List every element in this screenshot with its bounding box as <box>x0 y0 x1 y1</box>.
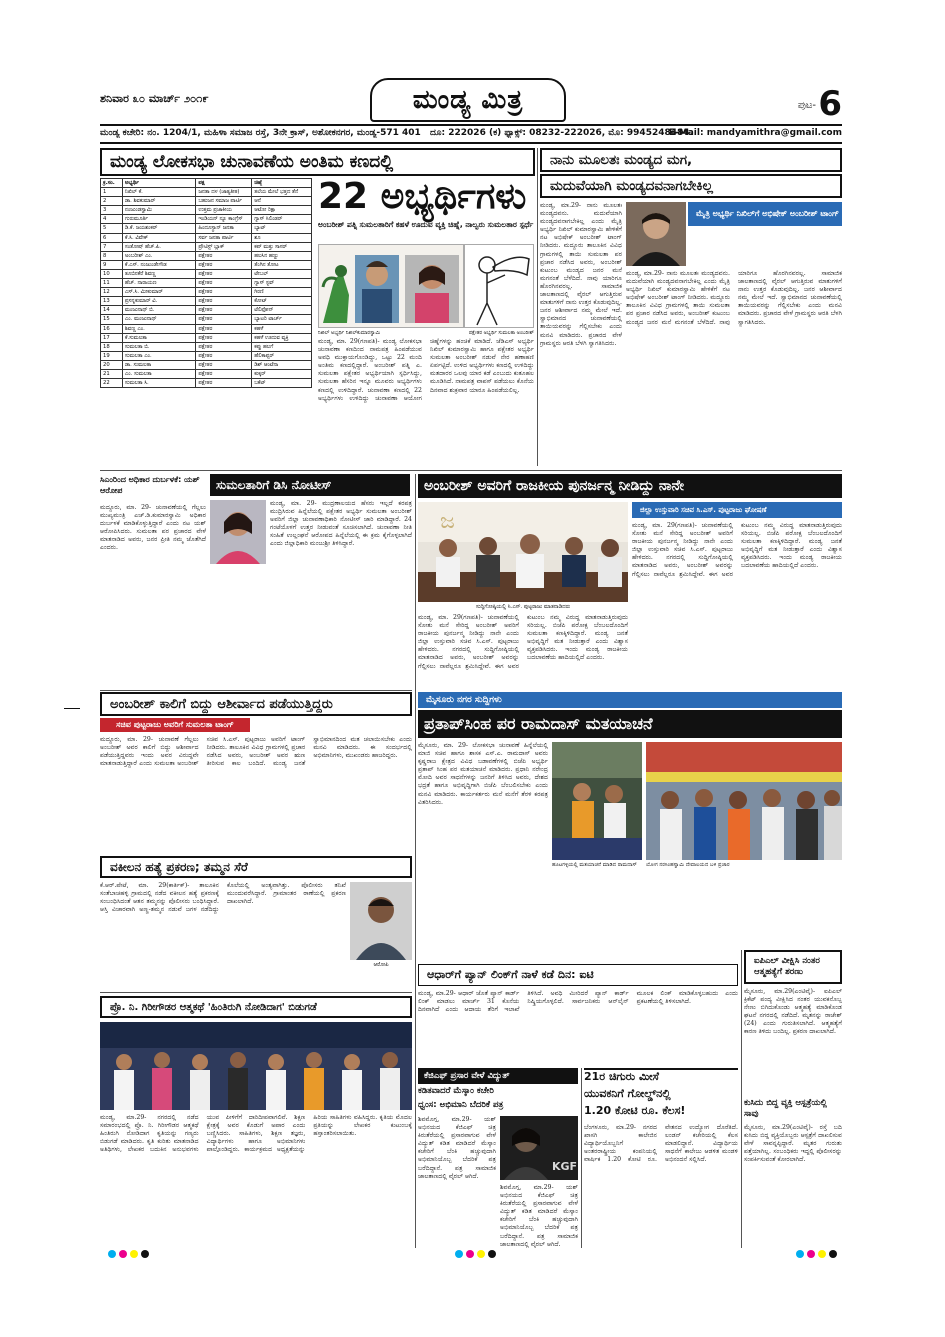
print-registration-left <box>108 1250 149 1258</box>
collapse-headline: ಕುಸಿದು ಬಿದ್ದ ವ್ಯಕ್ತಿ ಆಸ್ಪತ್ರೆಯಲ್ಲಿ ಸಾವು <box>744 1098 827 1119</box>
column-rule-2 <box>537 148 538 466</box>
table-row <box>101 197 312 206</box>
kgf-body: ಶಿವಮೊಗ್ಗ, ಮಾ.29- ಯಶ್ ಅಭಿನಯದ ಕೆಜಿಎಫ್ ಚಿತ್ರ ಕಿರುತೆರೆಯಲ್ಲಿ ಪ್ರಸಾರವಾಗುವ ವೇಳೆ ವಿದ್ಯುತ್ ಕಡಿತ ಮಾಡಿದರೆ ಮೆಸ್ಕಾಂ ಕಚೇರಿಗೆ ಬೆಂಕಿ ಹಚ್ಚುವುದಾಗಿ ಅಭಿಮಾನಿಯೊಬ್ಬ ಬೆದರಿಕೆ ಪತ್ರ ಬರೆದಿದ್ದಾನೆ. ಪತ್ರ ಸಾಮಾಜಿಕ ಜಾಲತಾಣದಲ್ಲಿ ವೈರಲ್ ಆಗಿದೆ. <box>418 1116 496 1180</box>
kgf-headline-2: ಕಡಿತವಾದರೆ ಮೆಸ್ಕಾಂ ಕಚೇರಿ <box>418 1086 494 1096</box>
table-cell: ಗುರುಮೂರ್ತಿ <box>122 215 195 224</box>
gold-headline-2: ಯುವಕನಿಗೆ ಗೋಲ್ಡ್‌ನಲ್ಲಿ <box>584 1087 671 1100</box>
ambareesh-politics-subhead: ಜಿಲ್ಲಾ ಉಸ್ತುವಾರಿ ಸಚಿವ ಸಿ.ಎಸ್. ಪುಟ್ಟರಾಜು ಘೋಷಣೆ <box>632 502 842 518</box>
table-cell: 17 <box>101 333 123 342</box>
table-cell: ಆಟೋ ರಿಕ್ಷಾ <box>252 206 312 215</box>
table-cell: 7 <box>101 242 123 251</box>
page-label: ಪುಟ- <box>797 100 816 111</box>
header-rule <box>100 124 842 126</box>
table-cell: ಕೆ.ಎಸ್. ನಂಜುಂಡೇಗೌಡ <box>122 260 195 269</box>
address-rule <box>100 142 842 144</box>
portrait-icon <box>626 202 686 266</box>
table-cell: ಶಿವಣ್ಣ ಎಂ. <box>122 324 195 333</box>
table-row <box>101 215 312 224</box>
yash-side-body: ಮದ್ದೂರು, ಮಾ. 29- ಚುನಾವಣೆಯಲ್ಲಿ ಗೆಲ್ಲಲು ಮುಖ್ಯಮಂತ್ರಿ ಎಚ್.ಡಿ.ಕುಮಾರಸ್ವಾಮಿ ಅಧಿಕಾರ ದುರ್ಬಳಕೆ ಮಾಡಿಕೊಳ್ಳುತ್ತಿದ್ದಾರೆ ಎಂದು ನಟ ಯಶ್ ಆರೋಪಿಸಿದರು. ಸುಮಲತಾ ಪರ ಪ್ರಚಾರದ ವೇಳೆ ಮಾತನಾಡಿದ ಅವರು, ಜನರ ಪ್ರೀತಿ ನಮ್ಮ ಜೊತೆಗಿದೆ ಎಂದರು. <box>100 504 206 552</box>
table-cell: ಮಂಜುನಾಥ್ ಬಿ. <box>122 306 195 315</box>
email-address: E-Mail: mandyamithra@gmail.com <box>668 128 842 138</box>
table-row <box>101 379 312 388</box>
table-cell: ಟೇಬಲ್ <box>252 269 312 278</box>
registration-dot <box>141 1250 149 1258</box>
table-cell: ಸರ್ವ ಜನತಾ ಪಾರ್ಟಿ <box>196 233 252 242</box>
lok-sabha-headline: ಮಂಡ್ಯ ಲೋಕಸಭಾ ಚುನಾವಣೆಯ ಅಂತಿಮ ಕಣದಲ್ಲಿ <box>100 148 535 176</box>
kgf-body-cont: ಶಿವಮೊಗ್ಗ, ಮಾ.29- ಯಶ್ ಅಭಿನಯದ ಕೆಜಿಎಫ್ ಚಿತ್ರ ಕಿರುತೆರೆಯಲ್ಲಿ ಪ್ರಸಾರವಾಗುವ ವೇಳೆ ವಿದ್ಯುತ್ ಕಡಿತ ಮಾಡಿದರೆ ಮೆಸ್ಕಾಂ ಕಚೇರಿಗೆ ಬೆಂಕಿ ಹಚ್ಚುವುದಾಗಿ ಅಭಿಮಾನಿಯೊಬ್ಬ ಬೆದರಿಕೆ ಪತ್ರ ಬರೆದಿದ್ದಾನೆ. ಪತ್ರ ಸಾಮಾಜಿಕ ಜಾಲತಾಣದಲ್ಲಿ ವೈರಲ್ ಆಗಿದೆ. <box>500 1184 578 1248</box>
table-row <box>101 369 312 378</box>
newspaper-page <box>100 86 842 1262</box>
kgf-poster-illustration <box>500 1116 578 1180</box>
table-row <box>101 233 312 242</box>
registration-dot <box>477 1250 485 1258</box>
issue-date: ಶನಿವಾರ ೩೦ ಮಾರ್ಚ್ ೨೦೧೯ <box>100 92 209 105</box>
table-cell: ಇಂಡಿಯನ್ ನ್ಯೂ ಕಾಂಗ್ರೆಸ್ <box>196 215 252 224</box>
office-address: ಮಂಡ್ಯ ಕಚೇರಿ: ನಂ. 1204/1, ಮಹಿಳಾ ಸಮಾಜ ರಸ್ತೆ, 3ನೇ ಕ್ರಾಸ್, ಅಶೋಕನಗರ, ಮಂಡ್ಯ-571 401 <box>100 128 421 138</box>
blessings-subhead: ಸಚಿವ ಪುಟ್ಟರಾಜು ಅವರಿಗೆ ಸುಮಲತಾ ಟಾಂಗ್ <box>100 718 250 732</box>
blessings-body: ಮದ್ದೂರು, ಮಾ. 29- ಚುನಾವಣೆ ಗೆಲ್ಲಲು ಅಂಬರೀಶ್ ಅವರ ಕಾಲಿಗೆ ಬಿದ್ದು ಆಶೀರ್ವಾದ ಪಡೆಯುತ್ತಿದ್ದವರು ಇಂದು ಅವರ ವಿರುದ್ಧವೇ ಮಾತನಾಡುತ್ತಿದ್ದಾರೆ ಎಂದು ಸುಮಲತಾ ಅಂಬರೀಶ್ ಸಚಿವ ಸಿ.ಎಸ್. ಪುಟ್ಟರಾಜು ಅವರಿಗೆ ಟಾಂಗ್ ನೀಡಿದರು. ತಾಲೂಕಿನ ವಿವಿಧ ಗ್ರಾಮಗಳಲ್ಲಿ ಪ್ರಚಾರ ನಡೆಸಿದ ಅವರು, ಅಂಬರೀಶ್ ಅವರ ಋಣ ತೀರಿಸುವ ಕಾಲ ಬಂದಿದೆ. ಮಂಡ್ಯ ಜನತೆ ಸ್ವಾಭಿಮಾನದಿಂದ ಮತ ಚಲಾಯಿಸಬೇಕು ಎಂದು ಮನವಿ ಮಾಡಿದರು. ಈ ಸಂದರ್ಭದಲ್ಲಿ ಅಭಿಮಾನಿಗಳು, ಮುಖಂಡರು ಹಾಜರಿದ್ದರು. <box>100 736 412 768</box>
table-cell: ಎಂ. ಸುಮಲತಾ <box>122 369 195 378</box>
table-cell: ಬಕೆಟ್ <box>252 379 312 388</box>
book-release-photo <box>100 1022 412 1110</box>
registration-dot <box>455 1250 463 1258</box>
table-cell: ಪ್ರೌಟಿಸ್ಟ್ ಬ್ಲಾಕ್ <box>196 242 252 251</box>
table-row <box>101 269 312 278</box>
lawyer-headline: ವಕೀಲನ ಹತ್ಯೆ ಪ್ರಕರಣ; ತಮ್ಮನ ಸೆರೆ <box>100 856 412 878</box>
sumalatha-photo <box>210 500 266 564</box>
table-cell: ಸುಮಲತಾ ಎಂ. <box>122 351 195 360</box>
press-meet-caption: ಸುದ್ದಿಗೋಷ್ಠಿಯಲ್ಲಿ ಸಿ.ಎಸ್. ಪುಟ್ಟರಾಜು ಮಾತನಾಡಿದರು <box>475 604 571 610</box>
table-cell: ಪಕ್ಷೇತರ <box>196 260 252 269</box>
section-divider-3 <box>100 992 412 993</box>
press-meet-photo <box>418 502 628 602</box>
print-registration-center <box>455 1250 496 1258</box>
aadhaar-headline: ಆಧಾರ್‌ಗೆ ಪ್ಯಾನ್ ಲಿಂಕ್‌ಗೆ ನಾಳೆ ಕಡೆ ದಿನ: ಐಟಿ <box>418 964 738 986</box>
table-cell: ಪಕ್ಷೇತರ <box>196 360 252 369</box>
table-cell: ಕಹಳೆ <box>252 324 312 333</box>
lok-sabha-body: ಮಂಡ್ಯ, ಮಾ. 29(ಗಣಪತಿ)- ಮಂಡ್ಯ ಲೋಕಸಭಾ ಚುನಾವಣಾ ಕಣದಿಂದ ನಾಮಪತ್ರ ಹಿಂಪಡೆಯುವ ಅವಧಿ ಮುಕ್ತಾಯಗೊಂಡಿದ್ದು, ಒಟ್ಟು 22 ಮಂದಿ ಅಂತಿಮ ಕಣದಲ್ಲಿದ್ದಾರೆ. ಅಂಬರೀಶ್ ಪತ್ನಿ ಎ. ಸುಮಲತಾ ಪಕ್ಷೇತರ ಅಭ್ಯರ್ಥಿಯಾಗಿ ಸ್ಪರ್ಧಿಸಿದ್ದು, ಸುಮಲತಾ ಹೆಸರಿನ ಇನ್ನೂ ಮೂವರು ಅಭ್ಯರ್ಥಿಗಳು ಕಣದಲ್ಲಿ ಉಳಿದಿದ್ದಾರೆ. ಚುನಾವಣಾ ಕಣದಲ್ಲಿ 22 ಅಭ್ಯರ್ಥಿಗಳು ಉಳಿದಿದ್ದು ಚುನಾವಣಾ ಆಯೋಗ ಚಿಹ್ನೆಗಳನ್ನು ಹಂಚಿಕೆ ಮಾಡಿದೆ. ಜೆಡಿಎಸ್ ಅಭ್ಯರ್ಥಿ ನಿಖಿಲ್ ಕುಮಾರಸ್ವಾಮಿ ಹಾಗೂ ಪಕ್ಷೇತರ ಅಭ್ಯರ್ಥಿ ಸುಮಲತಾ ಅಂಬರೀಶ್ ನಡುವೆ ನೇರ ಹಣಾಹಣಿ ಏರ್ಪಟ್ಟಿದೆ. ಉಳಿದ ಅಭ್ಯರ್ಥಿಗಳು ಕಣದಲ್ಲಿ ಉಳಿದಿದ್ದು ಮತದಾರರ ಒಲವು ಯಾರ ಕಡೆ ಎಂಬುದು ಕುತೂಹಲ ಮೂಡಿಸಿದೆ. ನಾಮಪತ್ರ ವಾಪಸ್ ಪಡೆಯಲು ಕೊನೆಯ ದಿನವಾದ ಶುಕ್ರವಾರ ಯಾರೂ ಹಿಂಪಡೆಯಲಿಲ್ಲ. <box>318 338 534 402</box>
table-cell: ಪಕ್ಷೇತರ <box>196 306 252 315</box>
candidates-count-title: 22 ಅಭ್ಯರ್ಥಿಗಳು <box>318 176 527 217</box>
table-cell: ಬಹುಜನ ಸಮಾಜ ಪಾರ್ಟಿ <box>196 197 252 206</box>
kgf-headline-3: ಧ್ವಂಸ: ಅಭಿಮಾನಿ ಬೆದರಿಕೆ ಪತ್ರ <box>418 1100 504 1110</box>
table-cell: ಕಪ್ಪು ಹಲಗೆ <box>252 342 312 351</box>
table-cell: ಕಪ್ ಮತ್ತು ಸಾಸರ್ <box>252 242 312 251</box>
column-rule-1 <box>415 474 416 1248</box>
print-registration-right <box>796 1250 837 1258</box>
book-release-headline: ಪ್ರೊ. ನಿ. ಗಿರೀಗೌಡರ ಆತ್ಮಕಥೆ 'ಹಿಂತಿರುಗಿ ನೋಡಿದಾಗ' ಬಿಡುಗಡೆ <box>100 996 412 1018</box>
column-rule-4 <box>581 1068 582 1248</box>
ambareesh-politics-body: ಮಂಡ್ಯ, ಮಾ. 29(ಗಣಪತಿ)- ಚುನಾವಣೆಯಲ್ಲಿ ಸೋತು ಮನೆ ಸೇರಿದ್ದ ಅಂಬರೀಶ್ ಅವರಿಗೆ ರಾಜಕೀಯ ಪುನರ್ಜನ್ಮ ನೀಡಿದ್ದು ನಾನೇ ಎಂದು ಜಿಲ್ಲಾ ಉಸ್ತುವಾರಿ ಸಚಿವ ಸಿ.ಎಸ್. ಪುಟ್ಟರಾಜು ಹೇಳಿದರು. ನಗರದಲ್ಲಿ ಸುದ್ದಿಗೋಷ್ಠಿಯಲ್ಲಿ ಮಾತನಾಡಿದ ಅವರು, ಅಂಬರೀಶ್ ಅವರನ್ನು ಗೆಲ್ಲಿಸಲು ನಾವೆಲ್ಲರೂ ಶ್ರಮಿಸಿದ್ದೇವೆ. ಈಗ ಅವರ ಕುಟುಂಬ ನಮ್ಮ ವಿರುದ್ಧ ಮಾತನಾಡುತ್ತಿರುವುದು ಸರಿಯಲ್ಲ. ಬಿಜೆಪಿ ಪರೋಕ್ಷ ಬೆಂಬಲದೊಂದಿಗೆ ಸುಮಲತಾ ಕಣಕ್ಕಿಳಿದಿದ್ದಾರೆ. ಮಂಡ್ಯ ಜನತೆ ಅಭಿವೃದ್ಧಿಗೆ ಮತ ನೀಡುತ್ತಾರೆ ಎಂದು ವಿಶ್ವಾಸ ವ್ಯಕ್ತಪಡಿಸಿದರು. ಇಂದು ಮಂಡ್ಯ ರಾಜಕೀಯ ಬದಲಾವಣೆಯ ಹಾದಿಯಲ್ಲಿದೆ ಎಂದರು. <box>418 614 628 670</box>
table-cell: ಬ್ಯಾಟ್ <box>252 224 312 233</box>
caption-nikhil: ನಿಖಿಲ್ ಅಭ್ಯರ್ಥಿ ನಿಖಿಲ್‌ಕುಮಾರಸ್ವಾಮಿ <box>318 330 381 336</box>
table-cell: ಸುಮಲತಾ ಬಿ. <box>122 342 195 351</box>
address-bar <box>100 128 842 138</box>
table-cell: ಕೆ.ಸುಮಲತಾ <box>122 333 195 342</box>
table-cell: ಕುಕ್ಕರ್ <box>252 369 312 378</box>
trumpet-symbol <box>464 244 534 328</box>
kgf-poster <box>500 1116 578 1180</box>
table-row <box>101 260 312 269</box>
table-cell: ಡಾ. ಸುಮಲತಾ <box>122 360 195 369</box>
mysuru-caption-right: ಯೋಗ ನರಸಿಂಹಸ್ವಾಮಿ ದೇವಾಲಯದ ಬಳಿ ಪ್ರಚಾರ <box>646 862 730 868</box>
trumpet-man-icon <box>465 245 534 328</box>
mandya-son-headline-1: ನಾನು ಮೂಲತಃ ಮಂಡ್ಯದ ಮಗ, <box>540 148 842 172</box>
table-row <box>101 251 312 260</box>
fold-mark <box>64 708 80 709</box>
registration-dot <box>466 1250 474 1258</box>
kgf-headline-1: ಕೆಜಿಎಫ್ ಪ್ರಸಾರ ವೇಳೆ ವಿದ್ಯುತ್ <box>418 1068 578 1084</box>
table-cell: ಎಸ್.ಸಿ. ಮೀಕುಮಾರ್ <box>122 288 195 297</box>
candidate-table <box>100 178 312 388</box>
section-divider-2 <box>100 690 412 691</box>
table-cell: ಪಕ್ಷೇತರ <box>196 324 252 333</box>
dc-notice-body: ಮಂಡ್ಯ, ಮಾ. 29- ಮುದ್ರಣಾಲಯದ ಹೆಸರು ಇಲ್ಲದೆ ಕರಪತ್ರ ಮುದ್ರಿಸಿರುವ ಹಿನ್ನೆಲೆಯಲ್ಲಿ ಪಕ್ಷೇತರ ಅಭ್ಯರ್ಥಿ ಸುಮಲತಾ ಅಂಬರೀಶ್ ಅವರಿಗೆ ಜಿಲ್ಲಾ ಚುನಾವಣಾಧಿಕಾರಿ ನೋಟೀಸ್ ಜಾರಿ ಮಾಡಿದ್ದಾರೆ. 24 ಗಂಟೆಯೊಳಗೆ ಉತ್ತರ ನೀಡುವಂತೆ ಸೂಚಿಸಲಾಗಿದೆ. ಚುನಾವಣಾ ನೀತಿ ಸಂಹಿತೆ ಉಲ್ಲಂಘನೆ ಆರೋಪದ ಹಿನ್ನೆಲೆಯಲ್ಲಿ ಈ ಕ್ರಮ ಕೈಗೊಳ್ಳಲಾಗಿದೆ ಎಂದು ಜಿಲ್ಲಾಧಿಕಾರಿ ಮಂಜುಶ್ರೀ ತಿಳಿಸಿದ್ದಾರೆ. <box>270 500 412 548</box>
svg-text:KGF: KGF <box>552 1160 578 1173</box>
dc-notice-headline: ಸುಮಲತಾರಿಗೆ ಡಿಸಿ ನೋಟೀಸ್ <box>210 474 410 496</box>
campaign-group-illustration <box>646 742 842 860</box>
table-row <box>101 324 312 333</box>
table-cell: ಉತ್ತಮ ಪ್ರಜಾಕೀಯ <box>196 206 252 215</box>
table-cell: ಡಿ.ಕೆ. ಜಯಶಂಕರ್ <box>122 224 195 233</box>
table-cell: ಹೆಲಿಕಾಪ್ಟರ್ <box>252 351 312 360</box>
table-cell: ಹಲಸಿನ ಹಣ್ಣು <box>252 251 312 260</box>
table-cell: 20 <box>101 360 123 369</box>
table-cell: ಗಿರಣಿ <box>252 288 312 297</box>
table-cell: ಹಿಂದೂಸ್ಥಾನ್ ಜನತಾ <box>196 224 252 233</box>
table-cell: ಪಕ್ಷೇತರ <box>196 297 252 306</box>
ambareesh-politics-headline: ಅಂಬರೀಶ್ ಅವರಿಗೆ ರಾಜಕೀಯ ಪುನರ್ಜನ್ಮ ನೀಡಿದ್ದು ನಾನೇ <box>418 474 842 498</box>
table-cell: 6 <box>101 233 123 242</box>
column-rule-3 <box>741 950 742 1248</box>
mysuru-body: ಮೈಸೂರು, ಮಾ. 29- ಲೋಕಸಭಾ ಚುನಾವಣೆ ಹಿನ್ನೆಲೆಯಲ್ಲಿ ಮಾಜಿ ಸಚಿವ ಹಾಗೂ ಶಾಸಕ ಎಸ್.ಎ. ರಾಮದಾಸ್ ಅವರು ಕೃಷ್ಣರಾಜ ಕ್ಷೇತ್ರದ ವಿವಿಧ ಬಡಾವಣೆಗಳಲ್ಲಿ ಬಿಜೆಪಿ ಅಭ್ಯರ್ಥಿ ಪ್ರತಾಪ್ ಸಿಂಹ ಪರ ಮತಯಾಚನೆ ಮಾಡಿದರು. ಪ್ರಧಾನಿ ನರೇಂದ್ರ ಮೋದಿ ಅವರ ಸಾಧನೆಗಳನ್ನು ಜನರಿಗೆ ತಿಳಿಸಿದ ಅವರು, ದೇಶದ ಭದ್ರತೆ ಹಾಗೂ ಅಭಿವೃದ್ಧಿಗಾಗಿ ಬಿಜೆಪಿ ಬೆಂಬಲಿಸಬೇಕು ಎಂದು ಮನವಿ ಮಾಡಿದರು. ಕಾರ್ಯಕರ್ತರು ಮನೆ ಮನೆಗೆ ತೆರಳಿ ಕರಪತ್ರ ವಿತರಿಸಿದರು. <box>418 742 548 806</box>
phone-numbers: ದೂ: 222026 (ಕ) ಫ್ಯಾಕ್ಸ್: 08232-222026, ಮೊ: 9945248484. <box>429 128 693 138</box>
table-row <box>101 351 312 360</box>
table-row <box>101 224 312 233</box>
gold-headline-1: 21ರ ಚಿಗುರು ಮೀಸೆ <box>584 1068 738 1086</box>
table-cell: ಗ್ಯಾಸ್ ಸ್ಟವ್ <box>252 279 312 288</box>
registration-dot <box>108 1250 116 1258</box>
table-cell: ಪಕ್ಷೇತರ <box>196 279 252 288</box>
table-cell: ತೆಂಗಿನ ತೋಟ <box>252 260 312 269</box>
table-cell: ಪಕ್ಷೇತರ <box>196 369 252 378</box>
lawyer-body: ಕೆ.ಆರ್.ಪೇಟೆ, ಮಾ. 29(ಕಾರ್ತಿಕ್)- ತಾಲೂಕಿನ ಸಂತೆಬಾಚಹಳ್ಳಿ ಗ್ರಾಮದಲ್ಲಿ ನಡೆದ ವಕೀಲನ ಹತ್ಯೆ ಪ್ರಕರಣಕ್ಕೆ ಸಂಬಂಧಿಸಿದಂತೆ ಆತನ ತಮ್ಮನನ್ನು ಪೊಲೀಸರು ಬಂಧಿಸಿದ್ದಾರೆ. ಆಸ್ತಿ ವಿಚಾರವಾಗಿ ಅಣ್ಣ-ತಮ್ಮನ ನಡುವೆ ಜಗಳ ನಡೆದಿದ್ದು ಕೊಲೆಯಲ್ಲಿ ಅಂತ್ಯವಾಗಿತ್ತು. ಪೊಲೀಸರು ತನಿಖೆ ಮುಂದುವರೆಸಿದ್ದಾರೆ. ಗ್ರಾಮಾಂತರ ಠಾಣೆಯಲ್ಲಿ ಪ್ರಕರಣ ದಾಖಲಾಗಿದೆ. <box>100 882 346 914</box>
table-cell: ತಲೆಯ ಮೇಲೆ ಭತ್ತದ ತೆನೆ <box>252 188 312 197</box>
table-row <box>101 206 312 215</box>
table-cell: 3 <box>101 206 123 215</box>
table-cell: ಡಾ. ಶಿವಕುಮಾರ್ <box>122 197 195 206</box>
book-release-body: ಮಂಡ್ಯ, ಮಾ.29- ನಗರದಲ್ಲಿ ನಡೆದ ಸಮಾರಂಭದಲ್ಲಿ ಪ್ರೊ. ನಿ. ಗಿರೀಗೌಡರ ಆತ್ಮಕಥೆ ಹಿಂತಿರುಗಿ ನೋಡಿದಾಗ ಕೃತಿಯನ್ನು ಗಣ್ಯರು ಬಿಡುಗಡೆ ಮಾಡಿದರು. ಕೃತಿ ಕುರಿತು ಮಾತನಾಡಿದ ಅತಿಥಿಗಳು, ಲೇಖಕರ ಬದುಕಿನ ಅನುಭವಗಳು ಯುವ ಪೀಳಿಗೆಗೆ ದಾರಿದೀಪವಾಗಲಿವೆ. ಶಿಕ್ಷಣ ಕ್ಷೇತ್ರಕ್ಕೆ ಅವರ ಕೊಡುಗೆ ಅಪಾರ ಎಂದು ಬಣ್ಣಿಸಿದರು. ಸಾಹಿತಿಗಳು, ಶಿಕ್ಷಣ ತಜ್ಞರು, ವಿದ್ಯಾರ್ಥಿಗಳು ಹಾಗೂ ಅಭಿಮಾನಿಗಳು ಪಾಲ್ಗೊಂಡಿದ್ದರು. ಕಾರ್ಯಕ್ರಮದ ಅಧ್ಯಕ್ಷತೆಯನ್ನು ಹಿರಿಯ ಸಾಹಿತಿಗಳು ವಹಿಸಿದ್ದರು. ಕೃತಿಯ ಮೊದಲ ಪ್ರತಿಯನ್ನು ಲೇಖಕರ ಕುಟುಂಬಕ್ಕೆ ಹಸ್ತಾಂತರಿಸಲಾಯಿತು. <box>100 1114 412 1154</box>
abhishek-photo <box>626 202 686 266</box>
table-row <box>101 360 312 369</box>
table-cell: ಸುಮಲತಾ ಸಿ. <box>122 379 195 388</box>
table-row <box>101 188 312 197</box>
lok-sabha-subtitle: ಅಂಬರೀಶ್ ಪತ್ನಿ ಸುಮಲತಾರಿಗೆ ಕಹಳೆ ಊದುವ ವ್ಯಕ್ತಿ ಚಿಹ್ನೆ, ನಾಲ್ವರು ಸುಮಲತಾರ ಸ್ಪರ್ಧೆ <box>318 220 534 229</box>
mysuru-section-bar: ಮೈಸೂರು ನಗರ ಸುದ್ದಿಗಳು <box>418 692 842 708</box>
ipl-body: ಮೈಸೂರು, ಮಾ.29(ಎಂಟಿವೈ)- ಐಪಿಎಲ್ ಕ್ರಿಕೆಟ್ ಪಂದ್ಯ ವೀಕ್ಷಿಸಿದ ನಂತರ ಯುವಕನೊಬ್ಬ ನೇಣು ಬಿಗಿದುಕೊಂಡು ಆತ್ಮಹತ್ಯೆ ಮಾಡಿಕೊಂಡ ಘಟನೆ ನಗರದಲ್ಲಿ ನಡೆದಿದೆ. ಮೃತನನ್ನು ರಾಜೇಶ್ (24) ಎಂದು ಗುರುತಿಸಲಾಗಿದೆ. ಆತ್ಮಹತ್ಯೆಗೆ ಕಾರಣ ತಿಳಿದು ಬಂದಿಲ್ಲ. ಪ್ರಕರಣ ದಾಖಲಾಗಿದೆ. <box>744 988 842 1036</box>
table-cell: 4 <box>101 215 123 224</box>
table-row <box>101 297 312 306</box>
blessings-headline: ಅಂಬರೀಶ್ ಕಾಲಿಗೆ ಬಿದ್ದು ಆಶೀರ್ವಾದ ಪಡೆಯುತ್ತಿದ್ದರು <box>100 692 412 716</box>
aadhaar-body: ಮಂಡ್ಯ, ಮಾ.29- ಆಧಾರ್ ಜೊತೆ ಪ್ಯಾನ್ ಕಾರ್ಡ್ ಲಿಂಕ್ ಮಾಡಲು ಮಾರ್ಚ್ 31 ಕೊನೆಯ ದಿನವಾಗಿದೆ ಎಂದು ಆದಾಯ ತೆರಿಗೆ ಇಲಾಖೆ ತಿಳಿಸಿದೆ. ಅವಧಿ ಮೀರಿದರೆ ಪ್ಯಾನ್ ಕಾರ್ಡ್ ನಿಷ್ಕ್ರಿಯಗೊಳ್ಳಲಿದೆ. ಸಾರ್ವಜನಿಕರು ಆನ್‌ಲೈನ್ ಮೂಲಕ ಲಿಂಕ್ ಮಾಡಿಕೊಳ್ಳಬಹುದು ಎಂದು ಪ್ರಕಟಣೆಯಲ್ಲಿ ತಿಳಿಸಲಾಗಿದೆ. <box>418 990 738 1014</box>
registration-dot <box>130 1250 138 1258</box>
table-row <box>101 288 312 297</box>
gold-headline-3: 1.20 ಕೋಟಿ ರೂ. ಕೆಲಸ! <box>584 1104 686 1117</box>
table-cell: 15 <box>101 315 123 324</box>
table-cell: ತೂಬಿನಕೆರೆ ಶಿವಣ್ಣ <box>122 269 195 278</box>
table-cell: ಸಂತೋಷ್ ಹೆಚ್.ಪಿ. <box>122 242 195 251</box>
ambareesh-politics-body-right: ಮಂಡ್ಯ, ಮಾ. 29(ಗಣಪತಿ)- ಚುನಾವಣೆಯಲ್ಲಿ ಸೋತು ಮನೆ ಸೇರಿದ್ದ ಅಂಬರೀಶ್ ಅವರಿಗೆ ರಾಜಕೀಯ ಪುನರ್ಜನ್ಮ ನೀಡಿದ್ದು ನಾನೇ ಎಂದು ಜಿಲ್ಲಾ ಉಸ್ತುವಾರಿ ಸಚಿವ ಸಿ.ಎಸ್. ಪುಟ್ಟರಾಜು ಹೇಳಿದರು. ನಗರದಲ್ಲಿ ಸುದ್ದಿಗೋಷ್ಠಿಯಲ್ಲಿ ಮಾತನಾಡಿದ ಅವರು, ಅಂಬರೀಶ್ ಅವರನ್ನು ಗೆಲ್ಲಿಸಲು ನಾವೆಲ್ಲರೂ ಶ್ರಮಿಸಿದ್ದೇವೆ. ಈಗ ಅವರ ಕುಟುಂಬ ನಮ್ಮ ವಿರುದ್ಧ ಮಾತನಾಡುತ್ತಿರುವುದು ಸರಿಯಲ್ಲ. ಬಿಜೆಪಿ ಪರೋಕ್ಷ ಬೆಂಬಲದೊಂದಿಗೆ ಸುಮಲತಾ ಕಣಕ್ಕಿಳಿದಿದ್ದಾರೆ. ಮಂಡ್ಯ ಜನತೆ ಅಭಿವೃದ್ಧಿಗೆ ಮತ ನೀಡುತ್ತಾರೆ ಎಂದು ವಿಶ್ವಾಸ ವ್ಯಕ್ತಪಡಿಸಿದರು. ಇಂದು ಮಂಡ್ಯ ರಾಜಕೀಯ ಬದಲಾವಣೆಯ ಹಾದಿಯಲ್ಲಿದೆ ಎಂದರು. <box>632 522 842 578</box>
table-cell: 10 <box>101 269 123 278</box>
table-cell: ಜನತಾ ದಳ (ಜಾತ್ಯತೀತ) <box>196 188 252 197</box>
table-row <box>101 342 312 351</box>
gold-body: ಬೆಂಗಳೂರು, ಮಾ.29- ನಗರದ ಖಾಸಗಿ ಕಾಲೇಜಿನ ವಿದ್ಯಾರ್ಥಿಯೊಬ್ಬನಿಗೆ ಅಂತರರಾಷ್ಟ್ರೀಯ ಕಂಪನಿಯಲ್ಲಿ ವಾರ್ಷಿಕ 1.20 ಕೋಟಿ ರೂ. ವೇತನದ ಉದ್ಯೋಗ ದೊರೆತಿದೆ. ಲಂಡನ್ ಕಚೇರಿಯಲ್ಲಿ ಕೆಲಸ ಮಾಡಲಿದ್ದಾನೆ. ವಿದ್ಯಾರ್ಥಿಯ ಸಾಧನೆಗೆ ಕಾಲೇಜು ಆಡಳಿತ ಮಂಡಳಿ ಅಭಿನಂದನೆ ಸಲ್ಲಿಸಿದೆ. <box>584 1124 738 1164</box>
ramdas-photo-2 <box>646 742 842 860</box>
table-cell: ಶೂ <box>252 233 312 242</box>
table-cell: 9 <box>101 260 123 269</box>
table-row <box>101 315 312 324</box>
table-cell: ಕೆ.ಸಿ. ವಿವೇಕ್ <box>122 233 195 242</box>
table-cell: ಎಂ. ಮಂಜುನಾಥ್ <box>122 315 195 324</box>
table-cell: ಪಕ್ಷೇತರ <box>196 333 252 342</box>
table-row <box>101 333 312 342</box>
portrait-icon <box>350 882 412 960</box>
table-cell: ಹೆಚ್. ನಾರಾಯಣ <box>122 279 195 288</box>
mysuru-headline: ಪ್ರತಾಪ್‌ಸಿಂಹ ಪರ ರಾಮದಾಸ್ ಮತಯಾಚನೆ <box>418 710 842 738</box>
table-header-cell: ಕ್ರ.ಸಂ. <box>101 179 123 188</box>
section-divider-1 <box>100 470 842 471</box>
table-cell: ಪಕ್ಷೇತರ <box>196 342 252 351</box>
ipl-headline: ಐಪಿಎಲ್ ವೀಕ್ಷಿಸಿ ನಂತರ ಆತ್ಮಹತ್ಯೆಗೆ ಶರಣು <box>744 950 842 984</box>
candidates-illustration <box>319 245 464 328</box>
table-cell: ಡಿಶ್ ಆಂಟೆನಾ <box>252 360 312 369</box>
accused-photo <box>350 882 412 960</box>
table-header-cell: ಚಿಹ್ನೆ <box>252 179 312 188</box>
table-cell: ಟೆಲಿಫೋನ್ <box>252 306 312 315</box>
yash-side-title: ಸಿಎಂರಿಂದ ಅಧಿಕಾರ ದುರ್ಬಳಕೆ: ಯಶ್ ಆರೋಪ <box>100 475 200 495</box>
table-cell: ಕೋಟ್ <box>252 297 312 306</box>
svg-text:ಜ: ಜ <box>440 509 455 534</box>
table-cell: ಪಕ್ಷೇತರ <box>196 269 252 278</box>
table-cell: ನಿಖಿಲ್ ಕೆ. <box>122 188 195 197</box>
table-cell: ಬ್ಯಾಟರಿ ಟಾರ್ಚ್ <box>252 315 312 324</box>
registration-dot <box>829 1250 837 1258</box>
table-cell: ಕಹಳೆ ಊದುವ ವ್ಯಕ್ತಿ <box>252 333 312 342</box>
table-cell: ಪಕ್ಷೇತರ <box>196 288 252 297</box>
table-cell: 22 <box>101 379 123 388</box>
table-cell: 1 <box>101 188 123 197</box>
table-row <box>101 242 312 251</box>
table-cell: 13 <box>101 297 123 306</box>
registration-dot <box>818 1250 826 1258</box>
candidates-photo <box>318 244 464 328</box>
table-cell: 21 <box>101 369 123 378</box>
registration-dot <box>796 1250 804 1258</box>
table-cell: 5 <box>101 224 123 233</box>
table-cell: 8 <box>101 251 123 260</box>
press-meet-illustration <box>418 502 628 602</box>
table-cell: ನಂಜುಂಡಸ್ವಾಮಿ <box>122 206 195 215</box>
table-cell: 2 <box>101 197 123 206</box>
table-cell: 12 <box>101 288 123 297</box>
table-cell: ಅಂಬರೀಶ್ ಎಂ. <box>122 251 195 260</box>
table-cell: ಪಕ್ಷೇತರ <box>196 251 252 260</box>
table-cell: 18 <box>101 342 123 351</box>
registration-dot <box>488 1250 496 1258</box>
registration-dot <box>807 1250 815 1258</box>
table-cell: ಪಕ್ಷೇತರ <box>196 379 252 388</box>
book-release-illustration <box>100 1022 412 1110</box>
table-cell: ಆನೆ <box>252 197 312 206</box>
mysuru-caption-left: ಹೂಟಗಳ್ಳಿಯಲ್ಲಿ ಮತಯಾಚನೆ ಮಾಡಿದ ರಾಮದಾಸ್ <box>552 862 637 868</box>
table-cell: ಪ್ರಸನ್ನಕುಮಾರ್ ವಿ. <box>122 297 195 306</box>
ramdas-photo-1 <box>552 742 642 860</box>
mandya-son-headline-2: ಮದುವೆಯಾಗಿ ಮಂಡ್ಯದವನಾಗಬೇಕಿಲ್ಲ <box>540 174 842 198</box>
masthead-logo: ಮಂಡ್ಯ ಮಿತ್ರ <box>370 78 566 122</box>
portrait-icon <box>210 500 266 564</box>
mandya-son-body-col1: ಮಂಡ್ಯ, ಮಾ.29- ನಾನು ಮೂಲತಃ ಮಂಡ್ಯದವನು. ಮದುವೆಯಾಗಿ ಮಂಡ್ಯದವನಾಗಬೇಕಿಲ್ಲ ಎಂದು ಮೈತ್ರಿ ಅಭ್ಯರ್ಥಿ ನಿಖಿಲ್ ಕುಮಾರಸ್ವಾಮಿ ಹೇಳಿಕೆಗೆ ನಟ ಅಭಿಷೇಕ್ ಅಂಬರೀಶ್ ಟಾಂಗ್ ನೀಡಿದರು. ಮದ್ದೂರು ತಾಲೂಕಿನ ವಿವಿಧ ಗ್ರಾಮಗಳಲ್ಲಿ ತಾಯಿ ಸುಮಲತಾ ಪರ ಪ್ರಚಾರ ನಡೆಸಿದ ಅವರು, ಅಂಬರೀಶ್ ಕುಟುಂಬ ಮಂಡ್ಯದ ಜನರ ಮನೆ ಮಗನಂತೆ ಬೆಳೆದಿದೆ. ನಾವು ಯಾರಿಗೂ ಹೊರಗಿನವರಲ್ಲ. ಸಾಮಾಜಿಕ ಜಾಲತಾಣದಲ್ಲಿ ವೈರಲ್ ಆಗುತ್ತಿರುವ ಮಾತುಗಳಿಗೆ ನಾನು ಉತ್ತರ ಕೊಡುವುದಿಲ್ಲ. ಜನರ ಆಶೀರ್ವಾದ ನಮ್ಮ ಮೇಲೆ ಇದೆ. ಸ್ವಾಭಿಮಾನದ ಚುನಾವಣೆಯಲ್ಲಿ ತಾಯಿಯವರನ್ನು ಗೆಲ್ಲಿಸಬೇಕು ಎಂದು ಮನವಿ ಮಾಡಿದರು. ಪ್ರಚಾರದ ವೇಳೆ ಗ್ರಾಮಸ್ಥರು ಆರತಿ ಬೆಳಗಿ ಸ್ವಾಗತಿಸಿದರು. <box>540 202 622 347</box>
campaign-photo-illustration <box>552 742 642 860</box>
table-header-row <box>101 179 312 188</box>
accused-caption: ಆರೋಪಿ <box>373 962 389 968</box>
table-cell: 16 <box>101 324 123 333</box>
table-header-cell: ಅಭ್ಯರ್ಥಿ <box>122 179 195 188</box>
table-header-cell: ಪಕ್ಷ <box>196 179 252 188</box>
caption-sumalatha: ಪಕ್ಷೇತರ ಅಭ್ಯರ್ಥಿ ಸುಮಲತಾ ಅಂಬರೀಶ್ <box>468 330 534 336</box>
table-cell: ಪಕ್ಷೇತರ <box>196 351 252 360</box>
table-cell: 11 <box>101 279 123 288</box>
table-cell: ಗ್ಯಾಸ್ ಸಿಲಿಂಡರ್ <box>252 215 312 224</box>
mandya-son-body: ಮಂಡ್ಯ, ಮಾ.29- ನಾನು ಮೂಲತಃ ಮಂಡ್ಯದವನು. ಮದುವೆಯಾಗಿ ಮಂಡ್ಯದವನಾಗಬೇಕಿಲ್ಲ ಎಂದು ಮೈತ್ರಿ ಅಭ್ಯರ್ಥಿ ನಿಖಿಲ್ ಕುಮಾರಸ್ವಾಮಿ ಹೇಳಿಕೆಗೆ ನಟ ಅಭಿಷೇಕ್ ಅಂಬರೀಶ್ ಟಾಂಗ್ ನೀಡಿದರು. ಮದ್ದೂರು ತಾಲೂಕಿನ ವಿವಿಧ ಗ್ರಾಮಗಳಲ್ಲಿ ತಾಯಿ ಸುಮಲತಾ ಪರ ಪ್ರಚಾರ ನಡೆಸಿದ ಅವರು, ಅಂಬರೀಶ್ ಕುಟುಂಬ ಮಂಡ್ಯದ ಜನರ ಮನೆ ಮಗನಂತೆ ಬೆಳೆದಿದೆ. ನಾವು ಯಾರಿಗೂ ಹೊರಗಿನವರಲ್ಲ. ಸಾಮಾಜಿಕ ಜಾಲತಾಣದಲ್ಲಿ ವೈರಲ್ ಆಗುತ್ತಿರುವ ಮಾತುಗಳಿಗೆ ನಾನು ಉತ್ತರ ಕೊಡುವುದಿಲ್ಲ. ಜನರ ಆಶೀರ್ವಾದ ನಮ್ಮ ಮೇಲೆ ಇದೆ. ಸ್ವಾಭಿಮಾನದ ಚುನಾವಣೆಯಲ್ಲಿ ತಾಯಿಯವರನ್ನು ಗೆಲ್ಲಿಸಬೇಕು ಎಂದು ಮನವಿ ಮಾಡಿದರು. ಪ್ರಚಾರದ ವೇಳೆ ಗ್ರಾಮಸ್ಥರು ಆರತಿ ಬೆಳಗಿ ಸ್ವಾಗತಿಸಿದರು. <box>626 270 842 326</box>
table-row <box>101 279 312 288</box>
registration-dot <box>119 1250 127 1258</box>
table-cell: 19 <box>101 351 123 360</box>
table-row <box>101 306 312 315</box>
table-cell: ಪಕ್ಷೇತರ <box>196 315 252 324</box>
page-number: 6 <box>818 84 842 124</box>
mandya-son-subhead: ಮೈತ್ರಿ ಅಭ್ಯರ್ಥಿ ನಿಖಿಲ್‌ಗೆ ಅಭಿಷೇಕ್ ಅಂಬರೀಶ್ ಟಾಂಗ್ <box>688 202 842 226</box>
collapse-body: ಮೈಸೂರು, ಮಾ.29(ಎಂಟಿವೈ)- ರಸ್ತೆ ಬದಿ ಕುಸಿದು ಬಿದ್ದ ವ್ಯಕ್ತಿಯೊಬ್ಬರು ಆಸ್ಪತ್ರೆಗೆ ದಾಖಲಿಸುವ ವೇಳೆ ಸಾವನ್ನಪ್ಪಿದ್ದಾರೆ. ಮೃತರ ಗುರುತು ಪತ್ತೆಯಾಗಿಲ್ಲ. ಸಂಬಂಧಿಕರು ಇದ್ದಲ್ಲಿ ಪೊಲೀಸರನ್ನು ಸಂಪರ್ಕಿಸುವಂತೆ ಕೋರಲಾಗಿದೆ. <box>744 1124 842 1164</box>
table-cell: 14 <box>101 306 123 315</box>
